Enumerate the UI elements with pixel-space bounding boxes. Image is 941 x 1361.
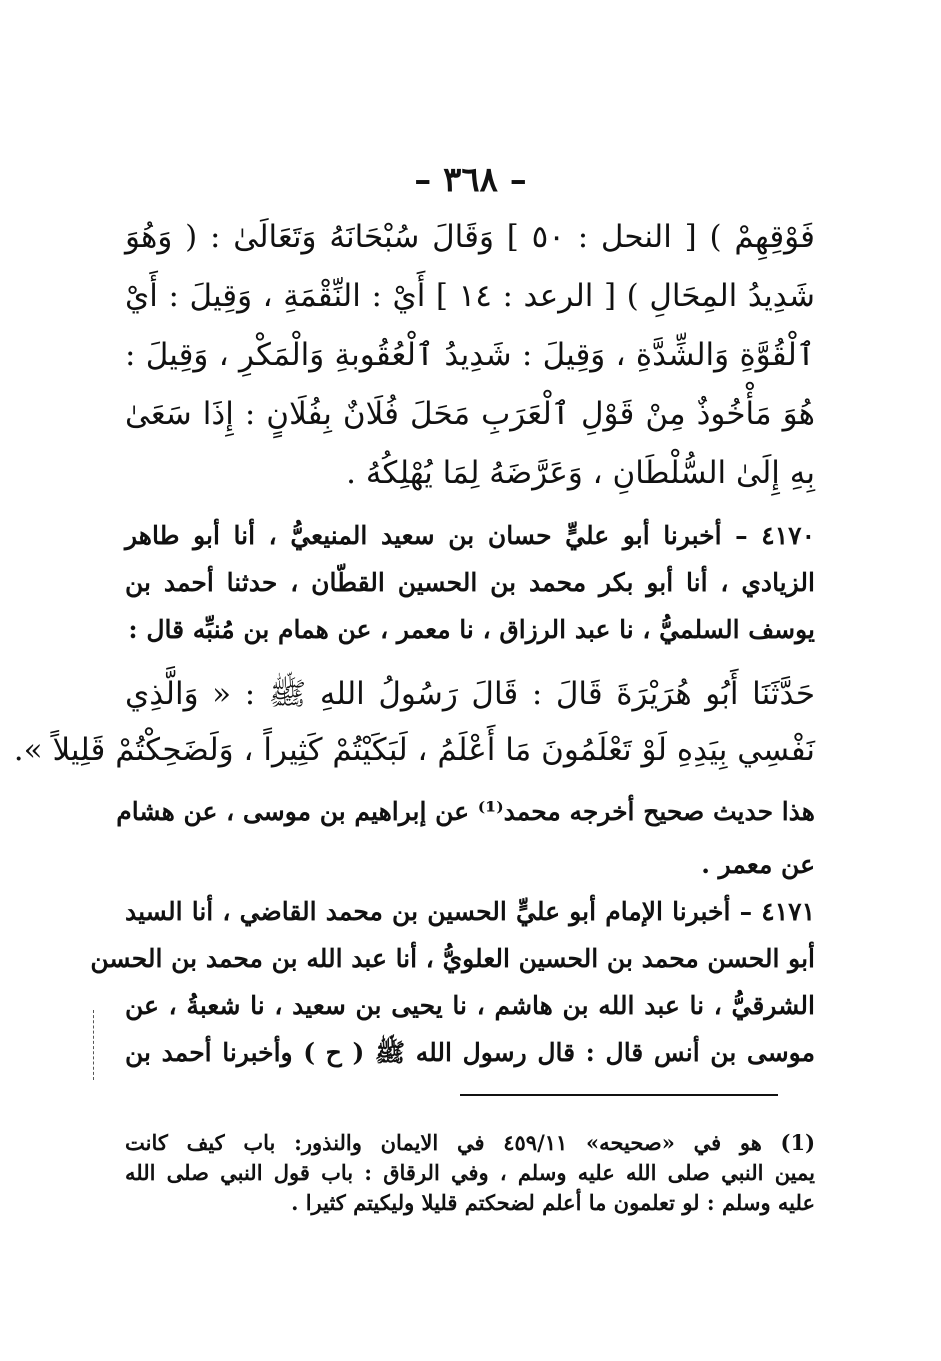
hadith-4170-grading bbox=[116, 788, 815, 888]
text-line: بِهِ إِلَىٰ السُّلْطَانِ ، وَعَرَّضَهُ لِمَا يُهْلِكُهُ . bbox=[346, 455, 815, 491]
hadith-4170-text bbox=[13, 666, 815, 778]
verse-commentary-paragraph bbox=[125, 208, 815, 503]
text-line: فَوْقِهِمْ ) [ النحل : ٥٠ ] وَقَالَ سُبْحَانَهُ وَتَعَالَىٰ : ( وَهُوَ bbox=[125, 219, 815, 255]
hadith-4170-isnad bbox=[125, 512, 815, 653]
text-line: شَدِيدُ المِحَالِ ) [ الرعد : ١٤ ] أَيْ : النِّقْمَةِ ، وَقِيلَ : أَيْ bbox=[125, 278, 815, 314]
text-line: عن معمر . bbox=[701, 850, 815, 879]
scan-edge-mark bbox=[93, 1010, 94, 1080]
text-line: نَفْسِي بِيَدِهِ لَوْ تَعْلَمُونَ مَا أَعْلَمُ ، لَبَكَيْتُمْ كَثِيراً ، وَلَضَحِكْتُمْ قَلِيلاً ». bbox=[13, 732, 815, 768]
text-line: أبو الحسن محمد بن الحسين العلويُّ ، أنا عبد الله بن محمد بن الحسن bbox=[90, 944, 815, 973]
text-line: ٱلْقُوَّةِ وَالشِّدَّةِ ، وَقِيلَ : شَدِيدُ ٱلْعُقُوبةِ وَالْمَكْرِ ، وَقِيلَ : bbox=[125, 337, 815, 373]
footnote-line: (1) هو في «صحيحه» ٤٥٩/١١ في الايمان والنذور: باب كيف كانت bbox=[125, 1130, 815, 1155]
hadith-4171-isnad bbox=[90, 888, 815, 1076]
text-line: ٤١٧٠ – أخبرنا أبو عليٍّ حسان بن سعيد المنيعيُّ ، أنا أبو طاهر bbox=[125, 521, 815, 550]
text-line: موسى بن أنس قال : قال رسول الله ﷺ ( ح ) وأخبرنا أحمد بن bbox=[125, 1038, 815, 1067]
footnote-divider bbox=[460, 1094, 778, 1096]
text-line: يوسف السلميُّ ، نا عبد الرزاق ، نا معمر ، عن همام بن مُنبِّه قال : bbox=[128, 615, 815, 644]
text-line: حَدَّثَنَا أَبُو هُرَيْرَةَ قَالَ : قَالَ رَسُولُ اللهِ ﷺ : « وَالَّذِي bbox=[125, 676, 815, 712]
text-line: ٤١٧١ – أخبرنا الإمام أبو عليٍّ الحسين بن محمد القاضي ، أنا السيد bbox=[125, 897, 815, 926]
footnote-line: يمين النبي صلى الله عليه وسلم ، وفي الرقاق : باب قول النبي صلى الله bbox=[125, 1160, 815, 1185]
text-line: هذا حديث صحيح أخرجه محمد⁽¹⁾ عن إبراهيم بن موسى ، عن هشام bbox=[116, 797, 815, 826]
text-line: الزيادي ، أنا أبو بكر محمد بن الحسين القطّان ، حدثنا أحمد بن bbox=[125, 568, 815, 597]
text-line: هُوَ مَأْخُوذٌ مِنْ قَوْلِ ٱلْعَرَبِ مَحَلَ فُلَانٌ بِفُلَانٍ : إِذَا سَعَىٰ bbox=[125, 396, 815, 432]
page-number: – ٣٦٨ – bbox=[414, 160, 527, 200]
footnote bbox=[125, 1128, 815, 1218]
text-line: الشرقيُّ ، نا عبد الله بن هاشم ، نا يحيى بن سعيد ، نا شعبةُ ، عن bbox=[125, 991, 815, 1020]
footnote-line: عليه وسلم : لو تعلمون ما أعلم لضحكتم قليلا وليكيتم كثيرا . bbox=[291, 1190, 815, 1215]
